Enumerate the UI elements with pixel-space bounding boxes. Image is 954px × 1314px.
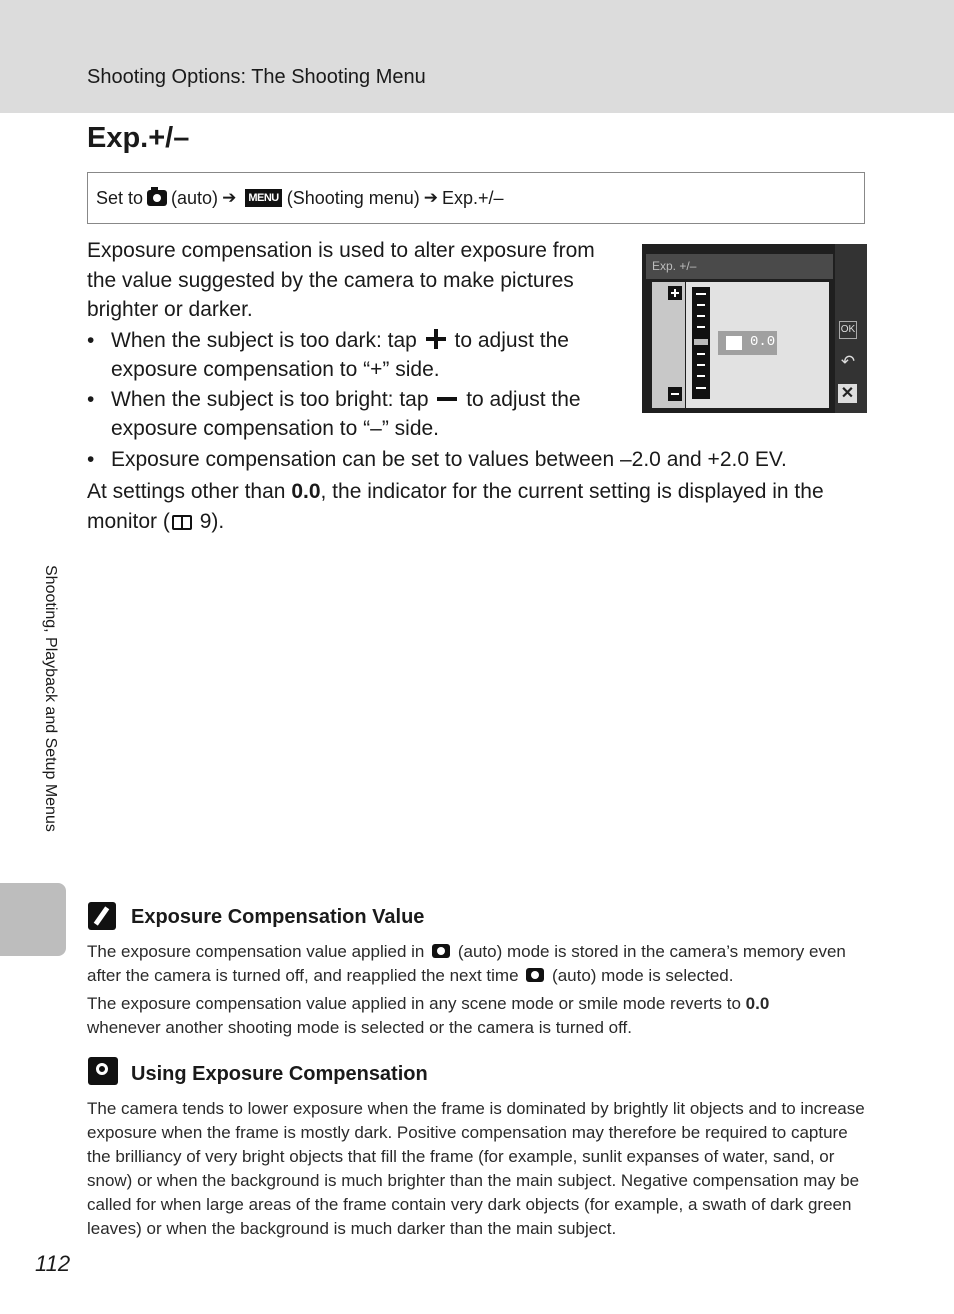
note2-body: The camera tends to lower exposure when the frame is dominated by brightly lit objects and to increase exposure when the frame is mostly dark. Positive compensation may therefore be required to capture the brilliancy of very bright objects that fill the frame (for example, sunlit expanses of water, sand, or snow) or when the background is much brighter than the main subject. Negative compensation may be called for when large areas of the frame contain very dark objects (for example, a swath of dark green leaves) or when the background is much darker than the main subject. (87, 1099, 865, 1238)
scale-tick (697, 326, 705, 328)
note1-title: Exposure Compensation Value (131, 906, 425, 928)
side-tab-label (37, 565, 59, 875)
scale-knob (694, 339, 708, 345)
exposure-icon (726, 336, 742, 350)
note-tip-icon (88, 1057, 118, 1085)
bullet-dark (87, 327, 607, 387)
note1-paragraph2 (87, 992, 867, 1040)
page-title: Exp.+/– (87, 122, 190, 154)
path-item: Exp.+/– (442, 187, 504, 208)
bullet-dot: • (87, 388, 95, 411)
para2-bold: 0.0 (291, 480, 321, 503)
close-icon: ✕ (838, 384, 857, 403)
para2-pre: At settings other than (87, 480, 286, 503)
page-header (0, 0, 954, 113)
note1-p2-bold: 0.0 (745, 994, 770, 1013)
menu-icon: MENU (245, 189, 281, 207)
plus-icon (426, 329, 446, 349)
bullet-range-text: Exposure compensation can be set to values between –2.0 and +2.0 EV. (111, 448, 787, 471)
minus-icon (437, 397, 457, 401)
bullet-bright-text: When the subject is too bright: tap (111, 388, 429, 411)
note1-paragraph1 (87, 940, 867, 988)
note1-p2b: whenever another shooting mode is selected or the camera is turned off. (87, 1018, 632, 1037)
note1-p2a: The exposure compensation value applied in any scene mode or smile mode reverts to (87, 994, 741, 1013)
camera-icon (432, 944, 450, 958)
back-icon: ↶ (840, 352, 856, 371)
exposure-scale (692, 287, 710, 399)
section-title: Shooting Options: The Shooting Menu (87, 66, 426, 88)
menu-path (87, 172, 865, 224)
side-tab-text: Shooting, Playback and Setup Menus (42, 565, 59, 832)
scale-tick (696, 387, 706, 389)
path-shooting-menu: (Shooting menu) (286, 187, 420, 208)
book-icon (172, 515, 192, 530)
arrow-right-icon: ➔ (423, 188, 439, 207)
screen-plus-icon (668, 286, 682, 300)
note2-title: Using Exposure Compensation (131, 1063, 428, 1085)
scale-tick (697, 304, 705, 306)
arrow-right-icon: ➔ (222, 188, 237, 207)
bullet-dot: • (87, 329, 95, 352)
intro-paragraph: Exposure compensation is used to alter exposure from the value suggested by the camera to make pictures brighter or darker. (87, 239, 595, 321)
bullet-dark-text-2: to adjust the (454, 329, 569, 352)
page-number: 112 (35, 1251, 71, 1276)
scale-tick (697, 353, 705, 355)
note1-p1c: (auto) mode is selected. (552, 966, 734, 985)
bullet-dot: • (87, 448, 95, 471)
screen-title-bar (646, 254, 833, 279)
para2-ref: 9). (199, 509, 225, 533)
bullet-bright (87, 386, 607, 446)
exposure-value: 0.0 (750, 334, 776, 350)
note-pencil-icon (88, 902, 116, 930)
bullet-range (87, 446, 867, 476)
path-auto: (auto) (171, 187, 219, 208)
para2-post: , the indicator for the current setting is displayed in the monitor ( (87, 480, 824, 533)
scale-tick (697, 315, 705, 317)
scale-tick (696, 293, 706, 295)
screen-minus-icon (668, 387, 682, 401)
scale-tick (697, 364, 705, 366)
ok-icon: OK (839, 321, 857, 339)
exposure-value-badge (718, 331, 777, 355)
settings-paragraph (87, 477, 867, 536)
side-tab-marker (0, 883, 66, 956)
camera-icon (526, 968, 544, 982)
bullet-dark-line2: exposure compensation to “+” side. (111, 357, 440, 381)
screen-title: Exp. +/– (652, 259, 697, 273)
bullet-bright-line2: exposure compensation to “–” side. (111, 416, 440, 440)
scale-tick (697, 375, 705, 377)
note1-p1b: (auto) mode is stored in the camera’s memory even after the camera is turned off, and reapplied the next time (87, 942, 846, 985)
camera-icon (147, 190, 167, 206)
bullet-bright-text-2: to adjust the (466, 388, 581, 411)
bullet-dark-text: When the subject is too dark: tap (111, 329, 417, 352)
path-set-to: Set to (96, 187, 144, 208)
note1-p1a: The exposure compensation value applied in (87, 942, 425, 961)
